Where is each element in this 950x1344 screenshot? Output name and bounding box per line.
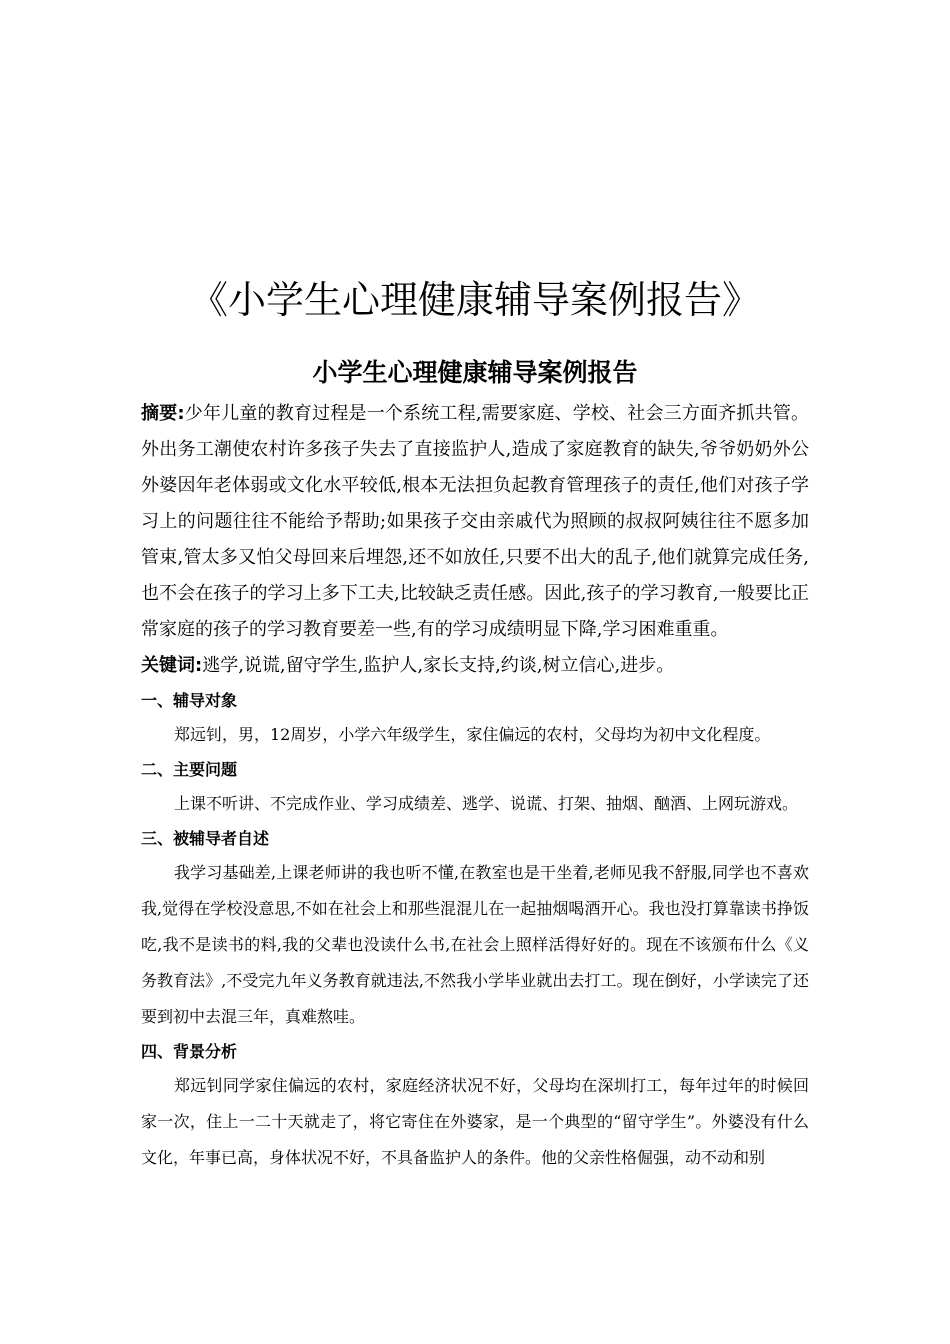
abstract-paragraph — [141, 396, 809, 648]
section-heading: 四、背景分析 — [141, 1042, 238, 1061]
keywords-paragraph — [141, 648, 809, 684]
section-heading: 一、辅导对象 — [141, 691, 238, 710]
section-text: 我学习基础差,上课老师讲的我也听不懂,在教室也是干坐着,老师见我不舒服,同学也不喜欢我,觉得在学校没意思,不如在社会上和那些混混儿在一起抽烟喝酒开心。我也没打算靠读书挣饭吃,我不是读书的料,我的父辈也没读什么书,在社会上照样活得好好的。现在不该颁布什么《义务教育法》,不受完九年义务教育就违法,不然我小学毕业就出去打工。现在倒好，小学读完了还要到初中去混三年，真难熬哇。 — [141, 863, 809, 1026]
section-self-statement — [141, 822, 809, 1035]
keywords-label: 关键词: — [141, 655, 203, 676]
section-heading: 三、被辅导者自述 — [141, 829, 270, 848]
document-body — [141, 396, 809, 1176]
section-background-analysis — [141, 1035, 809, 1176]
section-counseling-subject — [141, 684, 809, 753]
section-text: 郑远钊同学家住偏远的农村，家庭经济状况不好，父母均在深圳打工，每年过年的时候回家一次，住上一二十天就走了，将它寄住在外婆家，是一个典型的“留守学生”。外婆没有什么文化，年事已高，身体状况不好，不具备监护人的条件。他的父亲性格倔强，动不动和别 — [141, 1076, 809, 1167]
abstract-label: 摘要: — [141, 403, 185, 424]
document-subtitle: 小学生心理健康辅导案例报告 — [312, 358, 638, 387]
document-title: 《小学生心理健康辅导案例报告》 — [189, 278, 760, 322]
section-heading: 二、主要问题 — [141, 760, 238, 779]
section-text: 郑远钊，男，12周岁，小学六年级学生，家住偏远的农村，父母均为初中文化程度。 — [174, 725, 771, 744]
keywords-text: 逃学,说谎,留守学生,监护人,家长支持,约谈,树立信心,进步。 — [202, 655, 675, 676]
section-main-problems — [141, 753, 809, 822]
abstract-text: 少年儿童的教育过程是一个系统工程,需要家庭、学校、社会三方面齐抓共管。外出务工潮使农村许多孩子失去了直接监护人,造成了家庭教育的缺失,爷爷奶奶外公外婆因年老体弱或文化水平较低,根本无法担负起教育管理孩子的责任,他们对孩子学习上的问题往往不能给予帮助;如果孩子交由亲戚代为照顾的叔叔阿姨往往不愿多加管束,管太多又怕父母回来后埋怨,还不如放任,只要不出大的乱子,他们就算完成任务,也不会在孩子的学习上多下工夫,比较缺乏责任感。因此,孩子的学习教育,一般要比正常家庭的孩子的学习教育要差一些,有的学习成绩明显下降,学习困难重重。 — [141, 403, 810, 640]
section-text: 上课不听讲、不完成作业、学习成绩差、逃学、说谎、打架、抽烟、酗酒、上网玩游戏。 — [174, 794, 799, 813]
